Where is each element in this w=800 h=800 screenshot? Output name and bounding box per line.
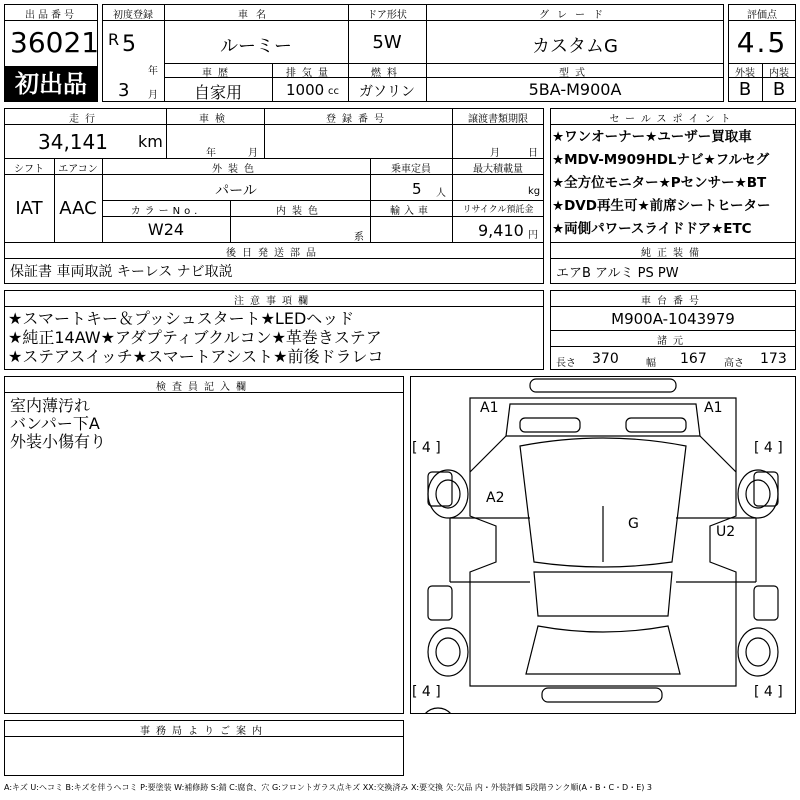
- inspector-label: 検査員記入欄: [156, 382, 252, 393]
- notes-label: 注意事項欄: [234, 296, 314, 307]
- height-label: 高さ: [724, 358, 744, 369]
- damage-mark: A1: [480, 400, 499, 416]
- color: パール: [215, 183, 257, 199]
- transfer-day-unit: 日: [528, 148, 538, 159]
- history: 自家用: [193, 83, 242, 102]
- damage-mark: G: [628, 516, 639, 532]
- plate-label: 登録番号: [326, 114, 390, 125]
- load-label: 最大積載量: [473, 164, 523, 175]
- lot-label: 出品番号: [25, 10, 77, 21]
- sales-label: セールスポイント: [609, 114, 737, 125]
- fuel: ガソリン: [359, 84, 415, 100]
- sales-point: ★全方位モニター★Pセンサー★BT: [552, 175, 767, 191]
- load-unit: kg: [528, 186, 541, 197]
- first-listing-badge: 初出品: [4, 66, 98, 102]
- length: 370: [592, 351, 619, 367]
- legend: A:キズ U:ヘコミ B:キズを伴うヘコミ P:要塗装 W:補修跡 S:錆 C:腐食、穴 G:フロントガラス点キズ XX:交換済み X:要交換 欠:欠品 内・外装評価 5段階ランク順(A・B・C・D・E) 3: [4, 783, 653, 792]
- shift-label: シフト: [14, 164, 44, 175]
- inspector-line: 室内薄汚れ: [10, 396, 91, 415]
- reg-label: 初度登録: [113, 10, 153, 21]
- capacity-unit: 人: [436, 188, 446, 199]
- int-label: 内装: [769, 68, 789, 79]
- chassis-label: 車台番号: [641, 296, 705, 307]
- score-label: 評価点: [747, 10, 777, 21]
- height: 173: [760, 351, 787, 367]
- color-label: 外装色: [212, 164, 260, 175]
- door-label: ドア形状: [367, 10, 407, 21]
- tire-depth: [ 4 ]: [754, 440, 783, 456]
- model-code: 5BA-M900A: [528, 80, 622, 99]
- tire-depth: [ 4 ]: [412, 440, 441, 456]
- inspector-line: バンパー下A: [10, 414, 100, 433]
- inspect-label: 車検: [199, 114, 231, 125]
- damage-mark: U2: [716, 524, 736, 540]
- inspect-month-unit: 月: [248, 148, 258, 159]
- ac-label: エアコン: [58, 164, 98, 175]
- width-label: 幅: [646, 358, 656, 369]
- ext-label: 外装: [735, 68, 755, 79]
- damage-mark: A2: [486, 490, 505, 506]
- recycle-unit: 円: [528, 230, 538, 241]
- color-number: W24: [147, 220, 185, 239]
- note-line: ★スマートキー＆プッシュスタート★LEDヘッド: [8, 309, 355, 328]
- inspect-year-unit: 年: [206, 148, 216, 159]
- history-label: 車歴: [202, 68, 234, 79]
- chassis-number: M900A-1043979: [611, 310, 735, 328]
- tire-depth: [ 4 ]: [754, 684, 783, 700]
- grade: カスタムG: [532, 36, 618, 57]
- reg-month: 3: [118, 80, 130, 101]
- disp-label: 排気量: [286, 68, 334, 79]
- import-label: 輸入車: [390, 206, 432, 217]
- width: 167: [680, 351, 707, 367]
- displacement: 1000: [286, 81, 325, 99]
- capacity-label: 乗車定員: [391, 164, 431, 175]
- ac: AAC: [59, 198, 97, 219]
- grade-label: グレード: [539, 10, 611, 21]
- sales-point: ★ワンオーナー★ユーザー買取車: [552, 129, 752, 145]
- lot-number: 36021: [10, 26, 100, 59]
- sales-point: ★DVD再生可★前席シートヒーター: [552, 198, 771, 214]
- inspector-line: 外装小傷有り: [10, 432, 107, 451]
- sales-point: ★MDV-M909HDLナビ★フルセグ: [552, 152, 770, 168]
- mileage: 34,141: [38, 130, 108, 154]
- reg-era: R: [108, 30, 120, 49]
- disp-unit: cc: [328, 86, 339, 97]
- shift: IAT: [15, 198, 43, 219]
- transfer-label: 譲渡書類期限: [468, 114, 528, 125]
- score-value: 4.5: [736, 26, 788, 59]
- reg-year-unit: 年: [148, 66, 158, 77]
- note-line: ★ステアスイッチ★スマートアシスト★前後ドラレコ: [8, 347, 384, 366]
- reg-month-unit: 月: [148, 90, 158, 101]
- note-line: ★純正14AW★アダプティブクルコン★革巻きステア: [8, 328, 382, 347]
- name-label: 車名: [238, 10, 274, 21]
- colorno-label: カラーNo.: [130, 206, 202, 217]
- equip-label: 純正装備: [641, 248, 705, 259]
- recycle-fee: 9,410: [478, 221, 524, 240]
- dims-label: 諸元: [657, 336, 689, 347]
- damage-mark: A1: [704, 400, 723, 416]
- length-label: 長さ: [556, 358, 576, 369]
- equip-value: エアB アルミ PS PW: [556, 266, 679, 281]
- transfer-month-unit: 月: [490, 148, 500, 159]
- mileage-unit: km: [138, 132, 163, 151]
- tire-depth: [ 4 ]: [412, 684, 441, 700]
- ext-grade: B: [738, 79, 752, 100]
- reg-year: 5: [122, 32, 136, 57]
- car-diagram: [410, 376, 796, 714]
- intcolor-unit: 系: [354, 232, 364, 243]
- later-parts: 保証書 車両取説 キーレス ナビ取説: [10, 264, 233, 280]
- model-label: 型式: [559, 68, 591, 79]
- fuel-label: 燃料: [371, 68, 403, 79]
- int-grade: B: [772, 79, 786, 100]
- capacity: 5: [412, 180, 422, 198]
- recycle-label: リサイクル預託金: [462, 205, 534, 215]
- intcolor-label: 内装色: [276, 206, 324, 217]
- later-parts-label: 後日発送部品: [226, 248, 322, 259]
- car-name: ルーミー: [220, 36, 292, 57]
- door-type: 5W: [372, 32, 402, 53]
- office-label: 事務局よりご案内: [140, 726, 268, 737]
- sales-point: ★両側パワースライドドア★ETC: [552, 221, 752, 237]
- mileage-label: 走行: [69, 114, 101, 125]
